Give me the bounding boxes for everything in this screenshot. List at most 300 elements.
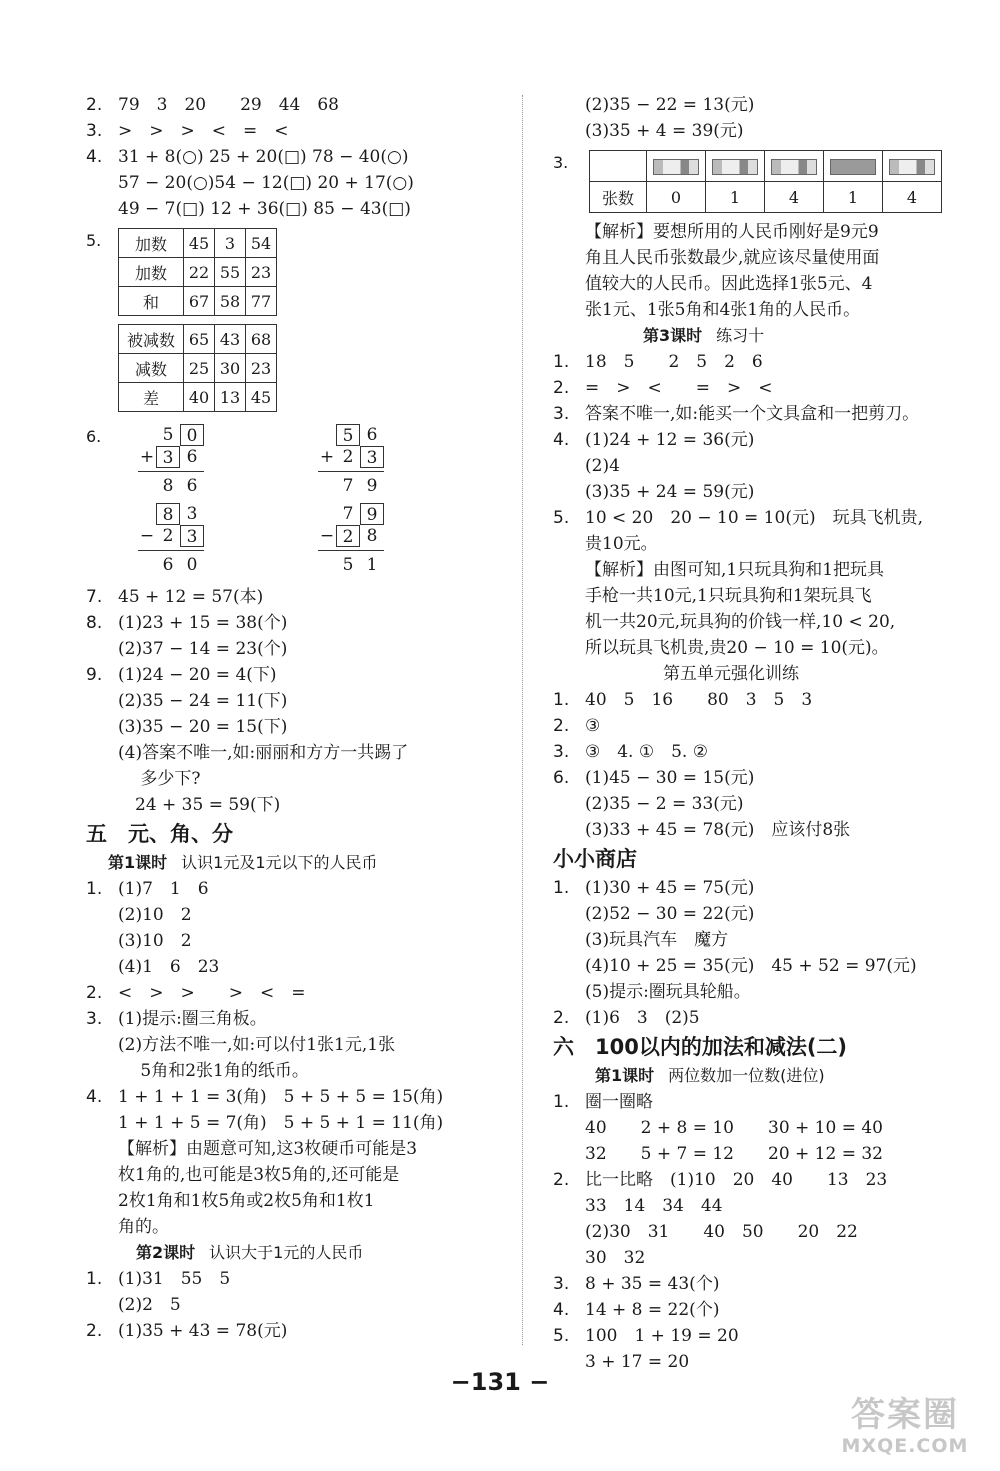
answer-line <box>553 557 953 583</box>
answer-text: (4)1 6 23 <box>118 957 220 977</box>
answer-box: 3 <box>156 446 180 468</box>
answer-text: ③ <box>585 716 601 736</box>
answer-text: (2)35 − 22 = 13(元) <box>585 95 755 115</box>
answer-text: (1)23 + 15 = 38(个) <box>118 613 288 633</box>
answer-line <box>553 401 953 427</box>
lesson-title: 两位数加一位数(进位) <box>668 1066 825 1085</box>
answer-line <box>86 610 501 636</box>
answer-text: 【解析】要想所用的人民币刚好是9元9 <box>585 222 879 242</box>
question-number: 1. <box>86 879 103 899</box>
answer-line <box>553 609 953 635</box>
question-number: 1. <box>86 1269 103 1289</box>
answer-line <box>86 144 501 170</box>
answer-text: (2)10 2 <box>118 905 192 925</box>
answer-box: 8 <box>156 503 180 525</box>
answer-line <box>553 791 953 817</box>
answer-line <box>86 196 501 222</box>
answer-text: 31 + 8(○) 25 + 20(□) 78 − 40(○) <box>118 147 409 167</box>
answer-line <box>553 635 953 661</box>
answer-line <box>553 765 953 791</box>
money-note-cell <box>883 151 942 182</box>
answer-line <box>86 1292 501 1318</box>
answer-text: 机一共20元,玩具狗的价钱一样,10 < 20, <box>585 612 896 632</box>
lesson-title: 认识大于1元的人民币 <box>209 1243 364 1262</box>
lesson-6-1-answers <box>553 1089 953 1375</box>
operator: + <box>319 447 335 467</box>
answer-line <box>553 271 953 297</box>
column-divider <box>522 95 523 1345</box>
answer-line <box>86 636 501 662</box>
answer-line <box>553 713 953 739</box>
operator <box>318 503 336 525</box>
question-number: 2. <box>553 716 570 736</box>
sum-line <box>138 471 204 472</box>
answer-box: 5 <box>336 424 360 446</box>
table-cell: 40 <box>184 383 215 412</box>
operator: + <box>139 447 155 467</box>
answer-text: (1)45 − 30 = 15(元) <box>585 768 755 788</box>
answers-2-to-4 <box>86 92 501 222</box>
question-number: 1. <box>553 352 570 372</box>
answer-text: 2枚1角和1枚5角或2枚5角和1枚1 <box>118 1191 375 1211</box>
operator <box>138 554 156 576</box>
question-number: 6. <box>553 768 570 788</box>
answer-line <box>86 92 501 118</box>
question-number: 1. <box>553 690 570 710</box>
row-header: 被减数 <box>119 325 184 354</box>
digit: 6 <box>162 555 174 575</box>
answer-line <box>553 349 953 375</box>
digit: 6 <box>186 447 198 467</box>
answer-line <box>553 1167 953 1193</box>
shop-title: 小小商店 <box>553 847 637 871</box>
answer-text: (2)37 − 14 = 23(个) <box>118 639 288 659</box>
answer-text: 5角和2张1角的纸币。 <box>118 1061 309 1081</box>
table-cell: 54 <box>246 229 277 258</box>
question-number: 4. <box>86 1087 103 1107</box>
answer-text: 答案不唯一,如:能买一个文具盒和一把剪刀。 <box>585 404 920 424</box>
answer-text: 圈一圈略 <box>585 1092 653 1112</box>
operator: − <box>319 526 335 546</box>
answer-line <box>86 980 501 1006</box>
sum-line <box>318 471 384 472</box>
question-number: 4. <box>553 430 570 450</box>
answer-line <box>86 1006 501 1032</box>
answer-line <box>553 297 953 323</box>
answer-line <box>553 219 953 245</box>
unit-5-answers <box>553 687 953 843</box>
answer-text: (1)30 + 45 = 75(元) <box>585 878 755 898</box>
watermark-logo <box>820 1395 990 1457</box>
answer-text: 8 + 35 = 43(个) <box>585 1274 720 1294</box>
sum-line <box>318 550 384 551</box>
money-count-row <box>590 182 942 213</box>
answer-text: (2)35 − 2 = 33(元) <box>585 794 744 814</box>
answer-text: (1)24 − 20 = 4(下) <box>118 665 277 685</box>
digit: 8 <box>162 476 174 496</box>
answer-text: (3)35 + 4 = 39(元) <box>585 121 744 141</box>
answer-text: 3 + 17 = 20 <box>585 1352 690 1372</box>
money-note-cell <box>706 151 765 182</box>
answer-text: 角的。 <box>118 1217 169 1237</box>
count-cell: 1 <box>706 182 765 213</box>
table-cell: 45 <box>184 229 215 258</box>
answer-text: ③ 4. ① 5. ② <box>585 742 708 762</box>
table-row <box>119 258 277 287</box>
table-cell: 23 <box>246 354 277 383</box>
answer-line <box>553 901 953 927</box>
answer-line <box>86 1318 501 1344</box>
one-yuan-note-icon <box>771 159 817 175</box>
answer-text: (1)6 3 (2)5 <box>585 1008 700 1028</box>
watermark-line-1: 答案圈 <box>851 1395 959 1435</box>
five-yuan-note-icon <box>712 159 758 175</box>
digit: 2 <box>162 526 174 546</box>
money-table <box>589 150 942 213</box>
answer-line <box>86 118 501 144</box>
answer-text: (3)10 2 <box>118 931 192 951</box>
page-number: −131 − <box>450 1368 550 1396</box>
answer-line <box>553 875 953 901</box>
table-cell: 22 <box>184 258 215 287</box>
section-6-title: 六 100以内的加法和减法(二) <box>553 1035 848 1059</box>
answer-text: < > > > < = <box>118 983 306 1003</box>
row-header: 和 <box>119 287 184 316</box>
question-number: 3. <box>553 404 570 424</box>
digit: 7 <box>342 476 354 496</box>
answer-line <box>553 583 953 609</box>
shop-answers <box>553 875 953 1031</box>
answer-text: = > < = > < <box>585 378 773 398</box>
answer-line <box>553 505 953 531</box>
operator <box>138 503 156 525</box>
answer-text: 枚1角的,也可能是3枚5角的,还可能是 <box>118 1165 400 1185</box>
table-cell: 65 <box>184 325 215 354</box>
answer-line <box>86 1032 501 1058</box>
answer-line <box>86 1162 501 1188</box>
money-note-cell <box>765 151 824 182</box>
table-cell: 3 <box>215 229 246 258</box>
vertical-subtraction-2 <box>318 503 438 576</box>
lesson-title: 认识1元及1元以下的人民币 <box>181 853 378 872</box>
answer-line <box>86 170 501 196</box>
answer-line <box>553 1297 953 1323</box>
question-number: 6. <box>86 427 102 446</box>
question-3-money <box>553 150 953 213</box>
answers-7-to-9 <box>86 584 501 818</box>
question-number: 1. <box>553 1092 570 1112</box>
answer-text: 32 5 + 7 = 12 20 + 12 = 32 <box>585 1144 883 1164</box>
answer-line <box>86 1058 501 1084</box>
answer-text: 比一比略 (1)10 20 40 13 23 <box>585 1170 888 1190</box>
answer-text: (1)35 + 43 = 78(元) <box>118 1321 288 1341</box>
answer-text: (4)10 + 25 = 35(元) 45 + 52 = 97(元) <box>585 956 917 976</box>
lesson-6-1-heading <box>553 1063 953 1089</box>
answer-box: 3 <box>360 446 384 468</box>
digit: 3 <box>186 504 198 524</box>
question-number: 2. <box>553 1170 570 1190</box>
table-cell: 58 <box>215 287 246 316</box>
answer-line <box>553 1141 953 1167</box>
answer-line <box>553 531 953 557</box>
answer-line <box>86 740 501 766</box>
answer-text: (1)24 + 12 = 36(元) <box>585 430 755 450</box>
ten-yuan-note-icon <box>653 159 699 175</box>
row-header: 差 <box>119 383 184 412</box>
answer-line <box>86 688 501 714</box>
question-6 <box>86 424 501 576</box>
operator <box>318 554 336 576</box>
answer-line <box>553 1005 953 1031</box>
table-row <box>119 354 277 383</box>
answer-text: 贵10元。 <box>585 534 658 554</box>
answer-line <box>86 1266 501 1292</box>
subtraction-table <box>118 324 277 412</box>
answer-text: 30 32 <box>585 1248 646 1268</box>
answer-line <box>553 453 953 479</box>
table-cell: 45 <box>246 383 277 412</box>
answer-text: 【解析】由题意可知,这3枚硬币可能是3 <box>118 1139 418 1159</box>
table-cell: 55 <box>215 258 246 287</box>
question-number: 5. <box>86 231 102 250</box>
question-number: 5. <box>553 508 570 528</box>
answer-text: 18 5 2 5 2 6 <box>585 352 763 372</box>
table-row <box>119 287 277 316</box>
lesson-3-answers <box>553 349 953 661</box>
question-5 <box>86 228 501 412</box>
answer-line <box>86 584 501 610</box>
answer-text: (3)35 − 20 = 15(下) <box>118 717 288 737</box>
question-number: 3. <box>553 742 570 762</box>
digit: 5 <box>342 555 354 575</box>
answer-text: 张1元、1张5角和4张1角的人民币。 <box>585 300 861 320</box>
lesson-2-answers <box>86 1266 501 1344</box>
vertical-addition-2 <box>318 424 438 497</box>
answer-line <box>86 792 501 818</box>
answer-line <box>86 902 501 928</box>
answer-line <box>553 927 953 953</box>
table-row <box>119 229 277 258</box>
digit: 9 <box>366 476 378 496</box>
table-cell: 30 <box>215 354 246 383</box>
table-cell: 77 <box>246 287 277 316</box>
operator <box>138 424 156 446</box>
answer-line <box>86 1214 501 1240</box>
answer-text: 1 + 1 + 1 = 3(角) 5 + 5 + 5 = 15(角) <box>118 1087 444 1107</box>
question-number: 3. <box>553 1274 570 1294</box>
lesson-title: 练习十 <box>716 326 765 345</box>
digit: 6 <box>366 425 378 445</box>
analysis-q3 <box>553 219 953 323</box>
right-column <box>553 92 953 1375</box>
answer-text: 10 < 20 20 − 10 = 10(元) 玩具飞机贵, <box>585 508 923 528</box>
question-number: 9. <box>86 665 103 685</box>
question-number: 3. <box>86 121 103 141</box>
question-number: 8. <box>86 613 103 633</box>
digit: 6 <box>186 476 198 496</box>
count-cell: 1 <box>824 182 883 213</box>
answer-box: 3 <box>180 525 204 547</box>
operator <box>318 475 336 497</box>
answer-text: 14 + 8 = 22(个) <box>585 1300 720 1320</box>
answer-line <box>553 1245 953 1271</box>
answer-text: (1)提示:圈三角板。 <box>118 1009 267 1029</box>
money-note-cell <box>647 151 706 182</box>
answer-text: 49 − 7(□) 12 + 36(□) 85 − 43(□) <box>118 199 411 219</box>
lesson-2-heading <box>86 1240 501 1266</box>
answer-text: 45 + 12 = 57(本) <box>118 587 264 607</box>
answer-line <box>553 245 953 271</box>
question-number: 3. <box>553 153 569 172</box>
lesson-label: 第2课时 <box>136 1243 196 1262</box>
digit: 0 <box>186 555 198 575</box>
lesson-1-heading <box>86 850 501 876</box>
answer-text: 多少下? <box>118 769 201 789</box>
answer-text: (2)2 5 <box>118 1295 181 1315</box>
answer-text: 1 + 1 + 5 = 7(角) 5 + 5 + 1 = 11(角) <box>118 1113 444 1133</box>
answer-line <box>86 1110 501 1136</box>
answer-box: 9 <box>360 503 384 525</box>
answer-text: 100 1 + 19 = 20 <box>585 1326 739 1346</box>
lesson-1-answers <box>86 876 501 1240</box>
row-header: 加数 <box>119 258 184 287</box>
answer-text: (4)答案不唯一,如:丽丽和方方一共踢了 <box>118 743 409 763</box>
answer-line <box>86 876 501 902</box>
answer-line <box>553 979 953 1005</box>
question-number: 2. <box>86 1321 103 1341</box>
row-header: 张数 <box>590 182 647 213</box>
blank-cell <box>590 151 647 182</box>
section-5-title: 五 元、角、分 <box>86 822 233 846</box>
answer-text: 40 2 + 8 = 10 30 + 10 = 40 <box>585 1118 883 1138</box>
answer-line <box>86 928 501 954</box>
answer-box: 0 <box>180 424 204 446</box>
answer-line <box>553 375 953 401</box>
lesson-3-heading <box>553 323 953 349</box>
question-number: 5. <box>553 1326 570 1346</box>
answer-text: 手枪一共10元,1只玩具狗和1架玩具飞 <box>585 586 872 606</box>
lesson-label: 第3课时 <box>643 326 703 345</box>
answer-line <box>553 1193 953 1219</box>
table-cell: 13 <box>215 383 246 412</box>
answer-line <box>86 1084 501 1110</box>
answer-text: (2)52 − 30 = 22(元) <box>585 904 755 924</box>
digit: 5 <box>162 425 174 445</box>
table-cell: 43 <box>215 325 246 354</box>
answer-text: (2)35 − 24 = 11(下) <box>118 691 288 711</box>
question-number: 2. <box>86 95 103 115</box>
answer-line <box>553 479 953 505</box>
question-number: 7. <box>86 587 103 607</box>
lesson-label: 第1课时 <box>595 1066 655 1085</box>
answer-text: (5)提示:圈玩具轮船。 <box>585 982 751 1002</box>
answer-text: (2)4 <box>585 456 620 476</box>
answer-text: (3)玩具汽车 魔方 <box>585 930 729 950</box>
question-number: 1. <box>553 878 570 898</box>
answer-text: 值较大的人民币。因此选择1张5元、4 <box>585 274 873 294</box>
answer-line <box>553 687 953 713</box>
answer-line <box>553 1323 953 1349</box>
five-jiao-note-icon <box>830 159 876 175</box>
question-number: 4. <box>553 1300 570 1320</box>
watermark-line-2: MXQE.COM <box>841 1435 969 1457</box>
answer-line <box>86 766 501 792</box>
answer-text: (2)方法不唯一,如:可以付1张1元,1张 <box>118 1035 396 1055</box>
lesson-2-answers-cont <box>553 92 953 144</box>
answer-line <box>553 92 953 118</box>
answer-text: 【解析】由图可知,1只玩具狗和1把玩具 <box>585 560 885 580</box>
table-cell: 67 <box>184 287 215 316</box>
answer-box: 2 <box>336 525 360 547</box>
money-icons-row <box>590 151 942 182</box>
answer-text: 79 3 20 29 44 68 <box>118 95 339 115</box>
row-header: 加数 <box>119 229 184 258</box>
answer-line <box>86 1188 501 1214</box>
answer-text: (1)7 1 6 <box>118 879 209 899</box>
answer-line <box>86 1136 501 1162</box>
answer-line <box>553 1271 953 1297</box>
answer-text: 角且人民币张数最少,就应该尽量使用面 <box>585 248 880 268</box>
answer-text: 24 + 35 = 59(下) <box>118 795 281 815</box>
digit: 2 <box>342 447 354 467</box>
question-number: 4. <box>86 147 103 167</box>
answer-line <box>553 427 953 453</box>
answer-line <box>553 118 953 144</box>
digit: 1 <box>366 555 378 575</box>
answer-line <box>553 817 953 843</box>
unit-5-training-title: 第五单元强化训练 <box>663 664 799 684</box>
answer-text: 40 5 16 80 3 5 3 <box>585 690 813 710</box>
vertical-subtraction-1 <box>138 503 258 576</box>
row-header: 减数 <box>119 354 184 383</box>
answer-text: (3)33 + 45 = 78(元) 应该付8张 <box>585 820 851 840</box>
question-number: 3. <box>86 1009 103 1029</box>
answer-text: (1)31 55 5 <box>118 1269 231 1289</box>
operator: − <box>139 526 155 546</box>
question-number: 2. <box>553 1008 570 1028</box>
table-cell: 68 <box>246 325 277 354</box>
vertical-addition-1 <box>138 424 258 497</box>
answer-line <box>553 739 953 765</box>
answer-line <box>86 662 501 688</box>
left-column <box>86 92 501 1344</box>
lesson-label: 第1课时 <box>108 853 168 872</box>
answer-line <box>553 1115 953 1141</box>
operator <box>318 424 336 446</box>
answer-text: 所以玩具飞机贵,贵20 − 10 = 10(元)。 <box>585 638 889 658</box>
answer-line <box>86 714 501 740</box>
money-note-cell <box>824 151 883 182</box>
count-cell: 4 <box>883 182 942 213</box>
answer-text: 33 14 34 44 <box>585 1196 723 1216</box>
addition-table <box>118 228 277 316</box>
operator <box>138 475 156 497</box>
question-number: 2. <box>86 983 103 1003</box>
digit: 8 <box>366 526 378 546</box>
one-jiao-note-icon <box>889 159 935 175</box>
sum-line <box>138 550 204 551</box>
answer-text: > > > < = < <box>118 121 289 141</box>
count-cell: 0 <box>647 182 706 213</box>
answer-text: (2)30 31 40 50 20 22 <box>585 1222 858 1242</box>
count-cell: 4 <box>765 182 824 213</box>
table-row <box>119 383 277 412</box>
table-cell: 23 <box>246 258 277 287</box>
answer-text: 57 − 20(○)54 − 12(□) 20 + 17(○) <box>118 173 414 193</box>
answer-line <box>553 1219 953 1245</box>
answer-text: (3)35 + 24 = 59(元) <box>585 482 755 502</box>
answer-line <box>86 954 501 980</box>
